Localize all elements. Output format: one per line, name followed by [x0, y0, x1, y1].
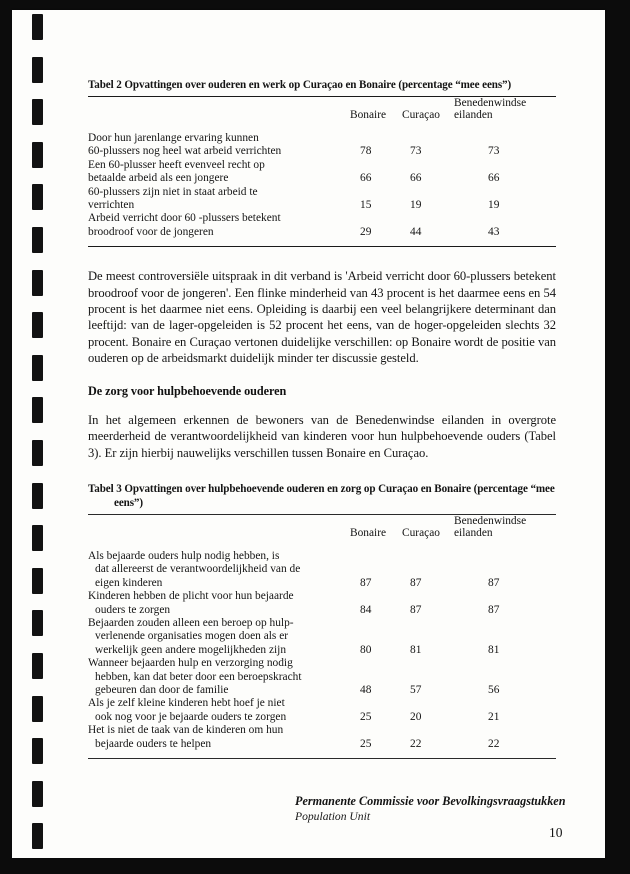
table-3-row-3-bonaire: 48	[360, 683, 372, 696]
table-2-row-1-curacao: 66	[410, 172, 422, 185]
table-3-header-row	[88, 515, 556, 539]
footer-unit: Population Unit	[295, 810, 371, 823]
table-3-row-1-label-line1: Kinderen hebben de plicht voor hun bejaarde	[88, 590, 294, 603]
table-2-row-1-label-line2: betaalde arbeid als een jongere	[88, 172, 229, 185]
table-3-row-5-label-line1: Het is niet de taak van de kinderen om hun	[88, 724, 284, 737]
table-row	[88, 550, 556, 590]
punch-mark-19	[32, 823, 43, 849]
table-2-row-2-bonaire: 15	[360, 199, 372, 212]
table-2-row-2-benedenwindse: 19	[488, 199, 500, 212]
table-3-title-line2: eens”)	[114, 496, 143, 509]
punch-mark-10	[32, 440, 43, 466]
table-3-row-3-curacao: 57	[410, 683, 422, 696]
table-3-row-1-label	[88, 590, 350, 617]
table-3-row-3-label-line3: gebeuren dan door de familie	[95, 683, 229, 696]
table-3-header-bonaire: Bonaire	[350, 526, 387, 539]
table-3-row-4-bonaire: 25	[360, 710, 372, 723]
table-3-row-0-label-line3: eigen kinderen	[95, 576, 163, 589]
table-2-row-3-label	[88, 212, 350, 239]
table-2-title	[88, 78, 556, 92]
punch-mark-6	[32, 270, 43, 296]
table-2-header-benedenwindse	[454, 97, 556, 121]
table-2-row-1-bonaire: 66	[360, 172, 372, 185]
table-3-row-4-benedenwindse: 21	[488, 710, 500, 723]
table-2-row-3-label-line2: broodroof voor de jongeren	[88, 225, 214, 238]
table-3-row-0-label-line1: Als bejaarde ouders hulp nodig hebben, is	[88, 549, 280, 562]
table-3-row-2-label-line3: werkelijk geen andere mogelijkheden zijn	[95, 643, 287, 656]
table-3-header-spacer	[88, 539, 556, 550]
table-2-row-0-benedenwindse: 73	[488, 145, 500, 158]
table-3-row-2-bonaire: 80	[360, 643, 372, 656]
punch-mark-17	[32, 738, 43, 764]
table-row	[88, 590, 556, 617]
punch-mark-1	[32, 57, 43, 83]
table-3-row-5-label	[88, 724, 350, 751]
table-2-header-label	[88, 97, 350, 121]
table-2-header-row	[88, 97, 556, 121]
table-3-row-0-benedenwindse: 87	[488, 576, 500, 589]
table-3-row-1-benedenwindse: 87	[488, 603, 500, 616]
table-3-header-benedenwindse	[454, 515, 556, 539]
table-3-row-2-curacao: 81	[410, 643, 422, 656]
table-row	[88, 212, 556, 239]
page-number: 10	[549, 825, 563, 840]
table-3-row-4-label-line2: ook nog voor je bejaarde ouders te zorgen	[95, 710, 287, 723]
table-2-row-2-label	[88, 186, 350, 213]
table-2-header-bonaire: Bonaire	[350, 109, 387, 121]
table-row	[88, 617, 556, 657]
punch-mark-16	[32, 696, 43, 722]
punch-mark-0	[32, 14, 43, 40]
table-row	[88, 697, 556, 724]
table-3-bottom-spacer	[88, 751, 556, 758]
table-3-row-5-benedenwindse: 22	[488, 737, 500, 750]
table-3-row-2-label	[88, 617, 350, 657]
punch-mark-14	[32, 610, 43, 636]
table-3-row-3-benedenwindse: 56	[488, 683, 500, 696]
table-3-row-0-curacao: 87	[410, 576, 422, 589]
table-row	[88, 159, 556, 186]
table-3-row-1-label-line2: ouders te zorgen	[95, 603, 171, 616]
table-3-row-1-curacao: 87	[410, 603, 422, 616]
table-3-row-2-label-line1: Bejaarden zouden alleen een beroep op hulp-	[88, 616, 294, 629]
binder-punch-marks	[32, 0, 44, 874]
table-2	[88, 97, 556, 246]
table-2-row-2-label-line2: verrichten	[88, 199, 135, 212]
punch-mark-15	[32, 653, 43, 679]
table-3-row-0-label	[88, 550, 350, 590]
table-2-row-3-bonaire: 29	[360, 225, 372, 238]
table-2-row-0-label	[88, 132, 350, 159]
table-2-header-benedenwindse-line2: eilanden	[454, 109, 493, 121]
punch-mark-13	[32, 568, 43, 594]
table-2-row-2-curacao: 19	[410, 199, 422, 212]
table-2-row-3-label-line1: Arbeid verricht door 60 -plussers betekent	[88, 212, 281, 225]
table-3-header-benedenwindse-line1: Benedenwindse	[454, 514, 527, 527]
table-2-row-0-curacao: 73	[410, 145, 422, 158]
section-heading-care: De zorg voor hulpbehoevende ouderen	[88, 383, 287, 398]
spacer-before-table-3	[88, 461, 556, 482]
punch-mark-3	[32, 142, 43, 168]
table-row	[88, 186, 556, 213]
table-3-row-5-curacao: 22	[410, 737, 422, 750]
table-2-block	[88, 78, 556, 247]
table-3-title	[88, 482, 556, 510]
table-3-row-3-label	[88, 657, 350, 697]
spacer-after-table-2	[88, 247, 556, 268]
paragraph-responsibility: In het algemeen erkennen de bewoners van de Benedenwindse eilanden in overgrote meerderheid de verantwoordelijkheid van kinderen voor hun hulpbehoevende ouders (Tabel 3). Er zijn hierbij nauwelijks verschillen tussen Bonaire en Curaçao.	[88, 412, 556, 460]
table-3-header-benedenwindse-line2: eilanden	[454, 526, 493, 539]
page-footer	[295, 794, 595, 824]
punch-mark-7	[32, 312, 43, 338]
table-2-row-3-benedenwindse: 43	[488, 225, 500, 238]
punch-mark-4	[32, 184, 43, 210]
page-content	[88, 78, 556, 759]
table-3-row-2-label-line2: verlenende organisaties mogen doen als er	[95, 630, 289, 643]
table-3-row-0-bonaire: 87	[360, 576, 372, 589]
punch-mark-8	[32, 355, 43, 381]
table-3-row-0-label-line2: dat allereerst de verantwoordelijkheid van de	[95, 563, 301, 576]
paragraph-controversy: De meest controversiële uitspraak in dit verband is 'Arbeid verricht door 60-plussers betekent broodroof voor de jongeren'. Een flinke minderheid van 43 procent is het daarmee eens en 54 procent is het daarmee niet eens. Opleiding is daarbij een veel belangrijkere determinant dan leeftijd: van de lager-opgeleiden is 52 procent het eens, van de hoger-opgeleiden slechts 32 procent. Bonaire en Curaçao vertonen duidelijke verschillen: op Bonaire wordt de positie van ouderen op de arbeidsmarkt duidelijk minder ter discussie gesteld.	[88, 269, 556, 366]
table-2-row-0-label-line1: Door hun jarenlange ervaring kunnen	[88, 132, 259, 144]
table-2-row-0-bonaire: 78	[360, 145, 372, 158]
table-3-row-3-label-line1: Wanneer bejaarden hulp en verzorging nodig	[88, 657, 293, 670]
punch-mark-2	[32, 99, 43, 125]
table-2-row-1-label-line1: Een 60-plusser heeft evenveel recht op	[88, 158, 265, 171]
scanned-page	[12, 10, 605, 858]
table-3-row-4-curacao: 20	[410, 710, 422, 723]
table-2-row-1-label	[88, 159, 350, 186]
table-3-header-label	[88, 515, 350, 539]
spacer-after-heading	[88, 399, 556, 412]
table-2-bottom-spacer	[88, 239, 556, 246]
table-3-row-1-bonaire: 84	[360, 603, 372, 616]
table-2-row-3-curacao: 44	[410, 225, 422, 238]
table-3-row-5-bonaire: 25	[360, 737, 372, 750]
table-2-row-2-label-line1: 60-plussers zijn niet in staat arbeid te	[88, 185, 258, 198]
table-3-row-4-label-line1: Als je zelf kleine kinderen hebt hoef je niet	[88, 697, 285, 710]
table-2-header-curacao: Curaçao	[402, 109, 440, 121]
table-2-header-spacer	[88, 121, 556, 132]
table-3-row-4-label	[88, 697, 350, 724]
table-3-header-curacao: Curaçao	[402, 526, 440, 539]
punch-mark-9	[32, 397, 43, 423]
table-row	[88, 132, 556, 159]
table-2-row-1-benedenwindse: 66	[488, 172, 500, 185]
footer-organization: Permanente Commissie voor Bevolkingsvraagstukken	[295, 794, 566, 808]
table-row	[88, 657, 556, 697]
table-3-row-3-label-line2: hebben, kan dat beter door een beroepskracht	[95, 670, 302, 683]
punch-mark-11	[32, 483, 43, 509]
table-row	[88, 724, 556, 751]
spacer-before-heading	[88, 367, 556, 384]
punch-mark-12	[32, 525, 43, 551]
table-2-row-0-label-line2: 60-plussers nog heel wat arbeid verrichten	[88, 145, 282, 158]
table-3-block	[88, 482, 556, 759]
table-3	[88, 515, 556, 758]
table-3-row-2-benedenwindse: 81	[488, 643, 500, 656]
punch-mark-18	[32, 781, 43, 807]
table-3-title-line1: Tabel 3 Opvattingen over hulpbehoevende ouderen en zorg op Curaçao en Bonaire (percentage “mee	[88, 482, 555, 495]
table-3-bottom-rule	[88, 758, 556, 759]
table-3-row-5-label-line2: bejaarde ouders te helpen	[95, 737, 212, 750]
table-2-header-benedenwindse-line1: Benedenwindse	[454, 97, 527, 109]
table-2-title-text: Tabel 2 Opvattingen over ouderen en werk op Curaçao en Bonaire (percentage “mee eens”)	[88, 79, 512, 91]
punch-mark-5	[32, 227, 43, 253]
